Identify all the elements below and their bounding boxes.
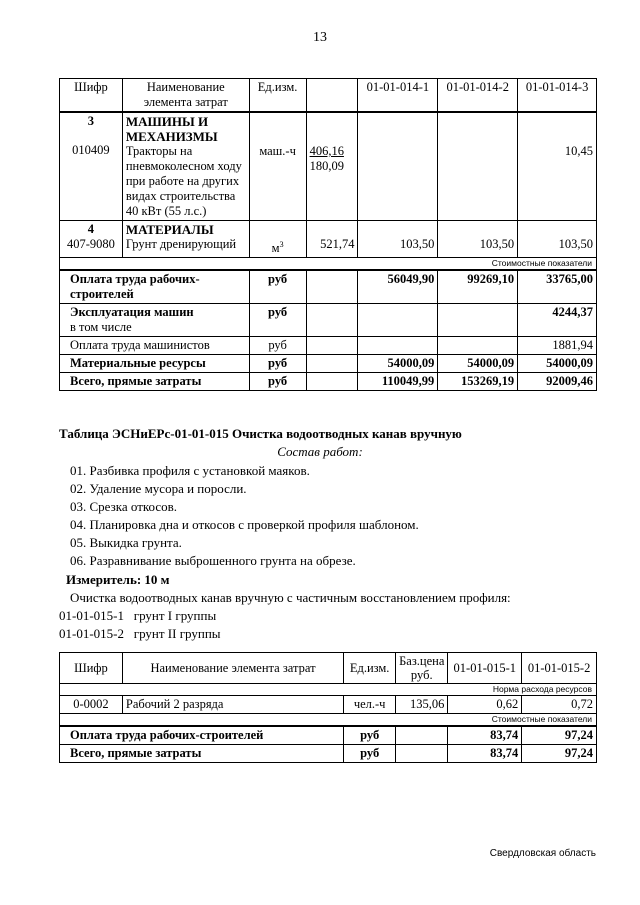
row-unit: руб [249, 373, 306, 391]
header-unit: Ед.изм. [249, 79, 306, 113]
cost-value: 54000,09 [518, 355, 597, 373]
list-item: 02. Удаление мусора и поросли. [70, 481, 247, 496]
header-col2: 01-01-014-2 [438, 79, 518, 113]
resource-code: 0-0002 [60, 696, 123, 714]
row-label: Всего, прямые затраты [60, 745, 344, 763]
variant-text: грунт II группы [133, 626, 221, 641]
resource-unit: чел.-ч [344, 696, 396, 714]
row-unit: руб [249, 355, 306, 373]
resource-name: Грунт дренирующий [125, 237, 237, 251]
subheader-row [60, 258, 597, 271]
list-item: 05. Выкидка грунта. [70, 535, 182, 550]
header-code: Шифр [60, 79, 123, 113]
subheader-row [60, 684, 597, 696]
row-unit: руб [344, 726, 396, 745]
row-label: Всего, прямые затраты [60, 373, 250, 391]
table-row [60, 304, 597, 337]
norm-value: 0,72 [522, 696, 597, 714]
table-row [60, 355, 597, 373]
norm-value: 10,45 [564, 144, 593, 158]
variant-code: 01-01-015-2 [59, 626, 124, 641]
cost-value: 4244,37 [518, 304, 597, 337]
section-number: 4 [87, 222, 95, 236]
row-unit: руб [249, 304, 306, 337]
table-row [60, 221, 597, 258]
table-header-row [60, 653, 597, 684]
cost-value: 83,74 [448, 745, 522, 763]
table-header-row [60, 79, 597, 113]
list-item: 06. Разравнивание выброшенного грунта на обрезе. [70, 553, 356, 568]
description: Очистка водоотводных канав вручную с частичным восстановлением профиля: [70, 590, 511, 605]
resource-code: 010409 [72, 143, 110, 157]
cost-value: 153269,19 [438, 373, 518, 391]
norm-value: 103,50 [479, 237, 515, 251]
cost-value: 33765,00 [518, 270, 597, 304]
footer-region: Свердловская область [489, 848, 596, 859]
cost-value: 97,24 [522, 726, 597, 745]
resource-unit: $м^3$ [271, 240, 284, 256]
table-row [60, 270, 597, 304]
table-row [60, 337, 597, 355]
table-title: Таблица ЭСНиЕРс-01-01-015 Очистка водоотводных канав вручную [59, 426, 462, 441]
table-row [60, 745, 597, 763]
row-label: Оплата труда машинистов [60, 337, 250, 355]
cost-value: 99269,10 [438, 270, 518, 304]
table-row [60, 373, 597, 391]
norm-value: 0,62 [448, 696, 522, 714]
header-col1: 01-01-014-1 [358, 79, 438, 113]
header-col2: 01-01-015-2 [522, 653, 597, 684]
variant-code: 01-01-015-1 [59, 608, 124, 623]
price-value: 406,16 [309, 144, 344, 158]
row-label: Оплата труда рабочих-строителей [60, 726, 344, 745]
section-title: МАШИНЫ И МЕХАНИЗМЫ [125, 114, 218, 144]
row-unit: руб [249, 270, 306, 304]
cost-subheader: Стоимостные показатели [60, 714, 597, 727]
row-unit: руб [249, 337, 306, 355]
list-item: 03. Срезка откосов. [70, 499, 178, 514]
cost-value: 54000,09 [358, 355, 438, 373]
cost-subheader: Стоимостные показатели [60, 258, 597, 271]
header-name: Наименование элемента затрат [122, 79, 249, 113]
header-col3: 01-01-014-3 [518, 79, 597, 113]
price-value: 521,74 [320, 237, 355, 251]
header-price: Баз.цена [399, 654, 445, 668]
row-label: Оплата труда рабочих-строителей [60, 270, 250, 304]
list-item: 01. Разбивка профиля с установкой маяков. [70, 463, 310, 478]
cost-value: 110049,99 [358, 373, 438, 391]
price-value: 135,06 [396, 696, 448, 714]
page-number: 13 [313, 30, 327, 45]
variant-item [59, 608, 216, 624]
table-row [60, 696, 597, 714]
row-label: Эксплуатация машин [70, 305, 194, 320]
steps-list [70, 463, 419, 571]
composition-title: Состав работ: [277, 444, 363, 459]
header-price [306, 79, 358, 113]
resource-name: Рабочий 2 разряда [122, 696, 343, 714]
cost-value: 83,74 [448, 726, 522, 745]
variant-item [59, 626, 221, 642]
row-unit: руб [344, 745, 396, 763]
list-item: 04. Планировка дна и откосов с проверкой профиля шаблоном. [70, 517, 419, 532]
cost-value: 54000,09 [438, 355, 518, 373]
header-price-unit: руб. [410, 668, 433, 682]
table-row [60, 726, 597, 745]
row-label: Материальные ресурсы [60, 355, 250, 373]
resource-table-014 [59, 78, 597, 391]
row-label: в том числе [70, 320, 132, 335]
header-unit: Ед.изм. [344, 653, 396, 684]
section-number: 3 [87, 114, 95, 128]
resource-table-015 [59, 652, 597, 763]
header-code: Шифр [60, 653, 123, 684]
table-row [60, 112, 597, 221]
cost-value: 92009,46 [518, 373, 597, 391]
header-name: Наименование элемента затрат [122, 653, 343, 684]
norm-subheader: Норма расхода ресурсов [60, 684, 597, 696]
cost-value: 56049,90 [358, 270, 438, 304]
resource-code: 407-9080 [66, 237, 115, 251]
price-value: 180,09 [309, 159, 344, 173]
norm-value: 103,50 [399, 237, 435, 251]
section-title: МАТЕРИАЛЫ [125, 222, 214, 237]
cost-value: 97,24 [522, 745, 597, 763]
resource-unit: маш.-ч [259, 144, 296, 158]
norm-value: 103,50 [558, 237, 593, 251]
variant-text: грунт I группы [133, 608, 217, 623]
cost-value: 1881,94 [518, 337, 597, 355]
subheader-row [60, 714, 597, 727]
resource-name: Тракторы на пневмоколесном ходу при работе на других видах строительства 40 кВт (55 л.с.) [125, 144, 242, 218]
header-col1: 01-01-015-1 [448, 653, 522, 684]
measure: Измеритель: 10 м [66, 572, 170, 587]
